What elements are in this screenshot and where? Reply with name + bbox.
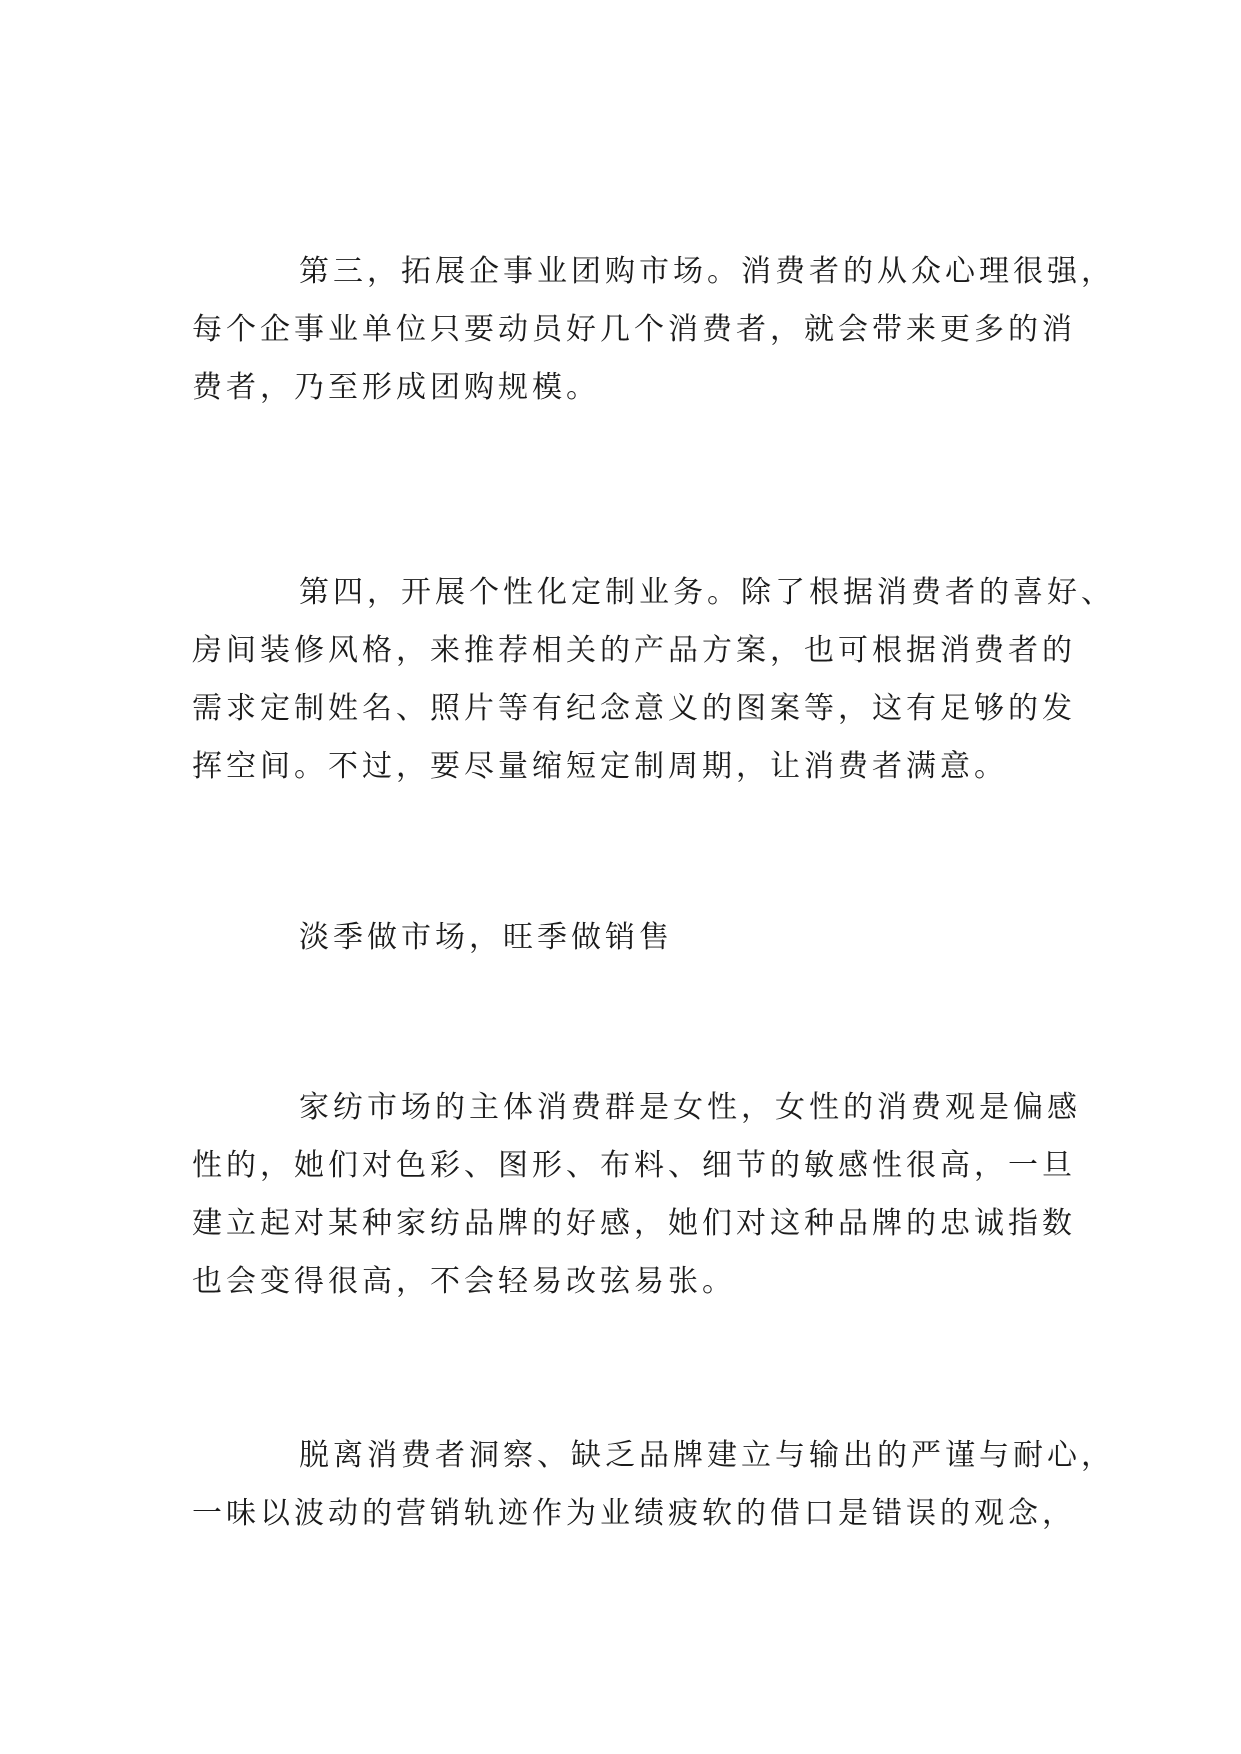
paragraph-line: 第三，拓展企事业团购市场。消费者的从众心理很强， bbox=[299, 254, 1115, 289]
section-heading bbox=[192, 909, 1052, 967]
heading-line: 淡季做市场，旺季做销售 bbox=[299, 920, 673, 955]
paragraph-line: 脱离消费者洞察、缺乏品牌建立与输出的严谨与耐心， bbox=[299, 1438, 1115, 1473]
paragraph-line: 每个企事业单位只要动员好几个消费者，就会带来更多的消 bbox=[192, 312, 1076, 347]
paragraph-line: 费者，乃至形成团购规模。 bbox=[192, 370, 600, 405]
paragraph-line: 一味以波动的营销轨迹作为业绩疲软的借口是错误的观念， bbox=[192, 1496, 1076, 1531]
paragraph-group-buying bbox=[192, 243, 1115, 417]
paragraph-customization bbox=[192, 564, 1115, 796]
paragraph-brand-insight bbox=[192, 1427, 1115, 1543]
paragraph-line: 建立起对某种家纺品牌的好感，她们对这种品牌的忠诚指数 bbox=[192, 1206, 1076, 1241]
paragraph-line: 房间装修风格，来推荐相关的产品方案，也可根据消费者的 bbox=[192, 633, 1076, 668]
paragraph-line: 第四，开展个性化定制业务。除了根据消费者的喜好、 bbox=[299, 575, 1115, 610]
paragraph-line: 家纺市场的主体消费群是女性，女性的消费观是偏感 bbox=[299, 1090, 1081, 1125]
paragraph-line: 需求定制姓名、照片等有纪念意义的图案等，这有足够的发 bbox=[192, 691, 1076, 726]
paragraph-female-consumers bbox=[192, 1079, 1081, 1311]
paragraph-line: 挥空间。不过，要尽量缩短定制周期，让消费者满意。 bbox=[192, 749, 1008, 784]
paragraph-line: 性的，她们对色彩、图形、布料、细节的敏感性很高，一旦 bbox=[192, 1148, 1076, 1183]
paragraph-line: 也会变得很高，不会轻易改弦易张。 bbox=[192, 1264, 736, 1299]
